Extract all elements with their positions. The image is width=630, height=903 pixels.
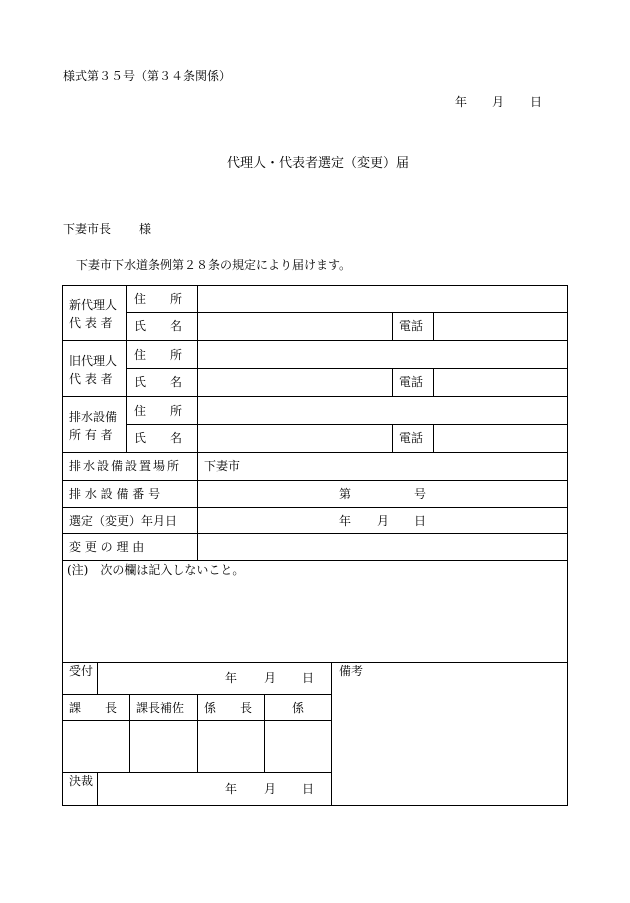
date-day-label: 日	[530, 95, 543, 109]
row-divider	[62, 533, 568, 534]
receipt-month: 月	[264, 671, 277, 685]
office-col-divider	[97, 662, 98, 695]
office-col-divider	[331, 662, 332, 806]
addressee-name: 下妻市長	[63, 222, 112, 236]
col-divider	[433, 368, 434, 397]
section-3-label-line2: 所 有 者	[69, 428, 113, 442]
form-number: 様式第３５号（第３４条関係）	[63, 69, 232, 83]
remarks-label: 備考	[339, 664, 364, 678]
col-divider	[392, 312, 393, 341]
date-month-label: 月	[492, 95, 505, 109]
table-bottom-border	[62, 805, 568, 806]
row-divider	[62, 396, 568, 397]
addressee-honorific: 様	[139, 222, 152, 236]
office-col-divider	[264, 694, 265, 773]
row-divider	[126, 368, 568, 369]
row-divider	[126, 312, 568, 313]
section-3-label-line1: 排水設備	[69, 410, 118, 424]
receipt-day: 日	[302, 671, 315, 685]
role-deputy-chief: 課長補佐	[136, 701, 185, 715]
row-divider	[126, 424, 568, 425]
section-3-phone-label: 電話	[399, 431, 424, 445]
intro-text: 下妻市下水道条例第２８条の規定により届けます。	[76, 258, 352, 272]
role-staff: 係	[292, 701, 305, 715]
section-1-address-label: 住 所	[134, 292, 183, 306]
selection-date-month: 月	[377, 514, 390, 528]
decision-label: 決裁	[68, 774, 93, 788]
decision-month: 月	[264, 782, 277, 796]
section-2-address-label: 住 所	[134, 348, 183, 362]
table-top-border	[62, 285, 568, 286]
col-divider	[392, 424, 393, 453]
selection-date-day: 日	[414, 514, 427, 528]
change-reason-label: 変 更 の 理 由	[69, 540, 145, 554]
equipment-number-suffix: 号	[414, 487, 427, 501]
selection-date-label: 選定（変更）年月日	[69, 514, 178, 528]
section-1-label-line2: 代 表 者	[69, 316, 113, 330]
row-divider	[62, 340, 568, 341]
role-subsection-chief: 係 長	[204, 701, 253, 715]
section-1-label-line1: 新代理人	[69, 298, 118, 312]
col-divider	[126, 285, 127, 453]
col-divider	[433, 312, 434, 341]
role-section-chief: 課 長	[69, 701, 118, 715]
row-divider	[62, 452, 568, 453]
install-location-label: 排水設備設置場所	[69, 459, 182, 473]
section-3-name-label: 氏 名	[134, 431, 183, 445]
row-divider	[62, 662, 568, 663]
date-year-label: 年	[455, 95, 468, 109]
selection-date-year: 年	[339, 514, 352, 528]
note-text: (注) 次の欄は記入しないこと。	[67, 563, 245, 577]
office-col-divider	[97, 772, 98, 806]
table-right-border	[567, 285, 568, 806]
section-3-address-label: 住 所	[134, 404, 183, 418]
office-col-divider	[197, 694, 198, 773]
receipt-year: 年	[225, 671, 238, 685]
decision-year: 年	[225, 782, 238, 796]
row-divider	[62, 560, 568, 561]
receipt-label: 受付	[68, 664, 93, 678]
section-2-label-line2: 代 表 者	[69, 372, 113, 386]
office-col-divider	[129, 694, 130, 773]
decision-day: 日	[302, 782, 315, 796]
section-1-name-label: 氏 名	[134, 319, 183, 333]
row-divider	[62, 507, 568, 508]
col-divider	[392, 368, 393, 397]
equipment-number-label: 排 水 設 備 番 号	[69, 487, 161, 501]
form-title: 代理人・代表者選定（変更）届	[227, 156, 410, 171]
col-divider	[433, 424, 434, 453]
col-divider	[197, 285, 198, 561]
section-2-name-label: 氏 名	[134, 375, 183, 389]
table-left-border	[62, 285, 63, 806]
install-location-value: 下妻市	[204, 459, 241, 473]
row-divider	[62, 480, 568, 481]
section-2-phone-label: 電話	[399, 375, 424, 389]
section-2-label-line1: 旧代理人	[69, 354, 118, 368]
section-1-phone-label: 電話	[399, 319, 424, 333]
equipment-number-prefix: 第	[339, 487, 352, 501]
